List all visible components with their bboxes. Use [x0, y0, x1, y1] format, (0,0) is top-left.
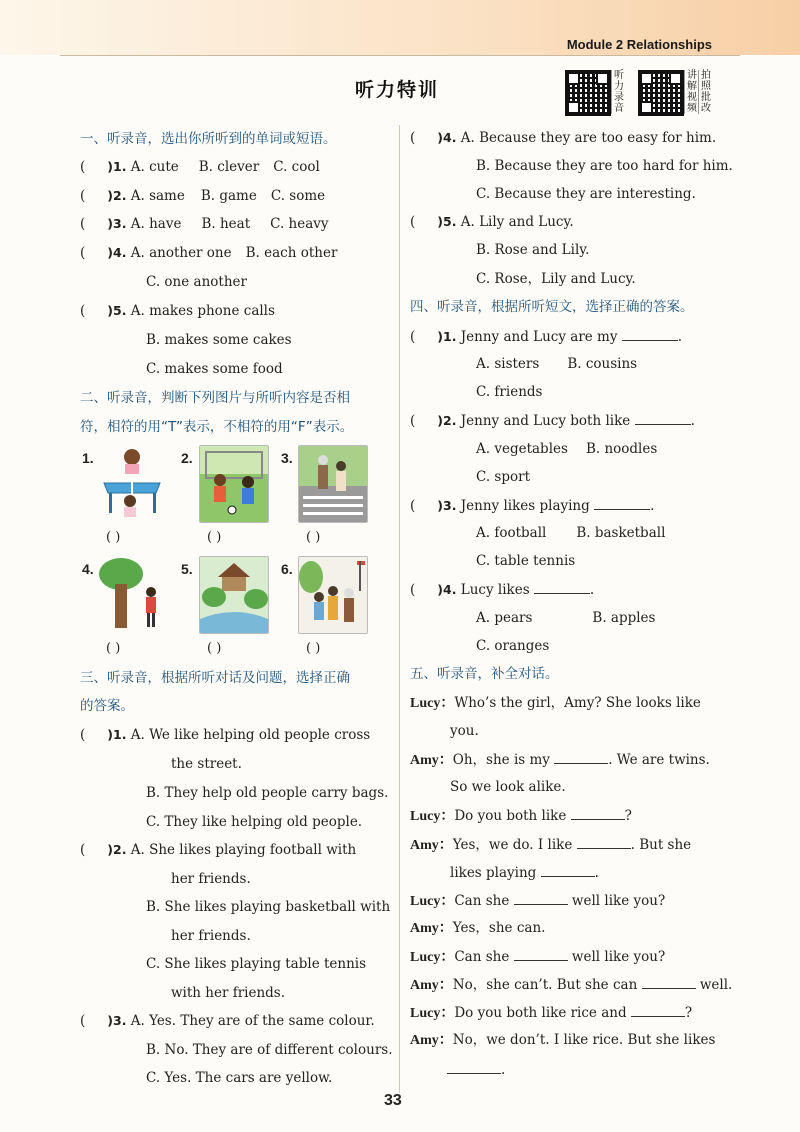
blank[interactable]	[642, 975, 696, 989]
s3-q5-c: C. Rose，Lily and Lucy.	[476, 271, 636, 287]
blank[interactable]	[631, 1003, 685, 1017]
dialogue-line-3: Lucy：Do you both like ?	[410, 808, 632, 824]
dialogue-line-5: Lucy：Can she well like you?	[410, 893, 666, 909]
pic-answer-4[interactable]: ( )	[106, 641, 121, 656]
section4-title: 四、听录音，根据所听短文，选择正确的答案。	[410, 299, 694, 315]
section2-title-2: 符，相符的用“T”表示，不相符的用“F”表示。	[80, 419, 354, 435]
section1-title: 一、听录音，选出你所听到的单词或短语。	[80, 131, 337, 147]
ping-pong-picture	[98, 445, 166, 521]
s3-q2-c2: with her friends.	[171, 985, 286, 1001]
dialogue-line-9: Lucy：Do you both like rice and ?	[410, 1005, 693, 1021]
section2-title-1: 二、听录音，判断下列图片与所听内容是否相	[80, 390, 350, 406]
blank[interactable]	[534, 580, 590, 594]
pic-answer-1[interactable]: ( )	[106, 530, 121, 545]
s4-q2-ab: A. vegetables B. noodles	[476, 441, 658, 457]
dialogue-line-4: Amy：Yes，we do. I like . But she	[410, 837, 692, 853]
dialogue-line-6: Amy：Yes，she can.	[410, 920, 546, 936]
tree-picture	[97, 556, 165, 632]
s4-q4-ab: A. pears B. apples	[476, 610, 656, 626]
page-number: 33	[384, 1092, 402, 1109]
dialogue-line-2: Amy：Oh，she is my . We are twins.	[410, 752, 710, 768]
pic-answer-6[interactable]: ( )	[306, 641, 321, 656]
s3-q1-c: C. They like helping old people.	[146, 814, 363, 830]
s1-q3: ( )3. A. have B. heat C. heavy	[80, 216, 329, 232]
s1-q5-c: C. makes some food	[146, 361, 283, 377]
s1-q5-b: B. makes some cakes	[146, 332, 292, 348]
page-title: 听力特训	[355, 79, 440, 101]
s4-q1: ( )1. Jenny and Lucy are my .	[410, 329, 683, 345]
pic-label-2: 2.	[181, 450, 193, 466]
pic-answer-5[interactable]: ( )	[207, 641, 222, 656]
s3-q1-b: B. They help old people carry bags.	[146, 785, 389, 801]
s3-q5-b: B. Rose and Lily.	[476, 242, 590, 258]
crossing-street-picture	[298, 445, 368, 523]
s1-q4-c: C. one another	[146, 274, 247, 290]
s4-q4-c: C. oranges	[476, 638, 550, 654]
dialogue-line-10: Amy：No，we don’t. I like rice. But she likes	[410, 1032, 716, 1048]
qr-label-listening: 听力录音	[611, 70, 627, 114]
qr-code-video[interactable]	[638, 70, 684, 116]
dialogue-line-10b: .	[447, 1060, 505, 1079]
s3-q4-b: B. Because they are too hard for him.	[476, 158, 733, 174]
qr-code-listening[interactable]	[565, 70, 611, 116]
s3-q2-b2: her friends.	[171, 928, 251, 944]
pic-label-4: 4.	[82, 561, 94, 577]
park-pavilion-picture	[199, 556, 269, 634]
s4-q1-c: C. friends	[476, 384, 543, 400]
s3-q1-a2: the street.	[171, 756, 242, 772]
football-picture	[199, 445, 269, 523]
pic-label-3: 3.	[281, 450, 293, 466]
s3-q2-a2: her friends.	[171, 871, 251, 887]
dialogue-line-8: Amy：No，she can’t. But she can well.	[410, 977, 733, 993]
qr-label-video: 讲解视频	[684, 70, 700, 114]
header-rule	[60, 55, 740, 56]
module-label: Module 2 Relationships	[566, 37, 712, 52]
dialogue-line-1: Lucy：Who’s the girl，Amy? She looks like	[410, 695, 701, 711]
s3-q3-b: B. No. They are of different colours.	[146, 1042, 393, 1058]
blank[interactable]	[447, 1060, 501, 1074]
blank[interactable]	[541, 863, 595, 877]
pic-label-6: 6.	[281, 561, 293, 577]
s4-q2: ( )2. Jenny and Lucy both like .	[410, 413, 695, 429]
s1-q4: ( )4. A. another one B. each other	[80, 245, 338, 261]
s4-q1-ab: A. sisters B. cousins	[476, 356, 638, 372]
s3-q2-c: C. She likes playing table tennis	[146, 956, 367, 972]
s4-q3: ( )3. Jenny likes playing .	[410, 498, 655, 514]
s3-q2-b: B. She likes playing basketball with	[146, 899, 391, 915]
s3-q2: ( )2. A. She likes playing football with	[80, 842, 357, 858]
dialogue-line-7: Lucy：Can she well like you?	[410, 949, 666, 965]
family-picture	[298, 556, 368, 634]
s3-q3: ( )3. A. Yes. They are of the same colour.	[80, 1013, 375, 1029]
s1-q2: ( )2. A. same B. game C. some	[80, 188, 326, 204]
blank[interactable]	[514, 947, 568, 961]
s1-q1: ( )1. A. cute B. clever C. cool	[80, 159, 320, 175]
s4-q3-c: C. table tennis	[476, 553, 576, 569]
s3-q4-c: C. Because they are interesting.	[476, 186, 696, 202]
s3-q5: ( )5. A. Lily and Lucy.	[410, 214, 574, 230]
dialogue-line-2b: So we look alike.	[450, 779, 566, 795]
s3-q3-c: C. Yes. The cars are yellow.	[146, 1070, 333, 1086]
s4-q4: ( )4. Lucy likes .	[410, 582, 595, 598]
column-divider	[399, 125, 400, 1093]
section3-title-2: 的答案。	[80, 698, 134, 714]
pic-answer-3[interactable]: ( )	[306, 530, 321, 545]
blank[interactable]	[554, 750, 608, 764]
s4-q3-ab: A. football B. basketball	[476, 525, 666, 541]
blank[interactable]	[622, 327, 678, 341]
pic-label-1: 1.	[82, 450, 94, 466]
blank[interactable]	[514, 891, 568, 905]
blank[interactable]	[594, 496, 650, 510]
section3-title-1: 三、听录音，根据所听对话及问题，选择正确	[80, 670, 350, 686]
s3-q4: ( )4. A. Because they are too easy for him.	[410, 130, 717, 146]
blank[interactable]	[577, 835, 631, 849]
s1-q5: ( )5. A. makes phone calls	[80, 303, 275, 319]
blank[interactable]	[635, 411, 691, 425]
qr-label-photo: 拍照批改	[698, 70, 714, 114]
section5-title: 五、听录音，补全对话。	[410, 666, 559, 682]
pic-answer-2[interactable]: ( )	[207, 530, 222, 545]
dialogue-line-4b: likes playing .	[450, 865, 599, 881]
s4-q2-c: C. sport	[476, 469, 531, 485]
s3-q1: ( )1. A. We like helping old people cross	[80, 727, 371, 743]
blank[interactable]	[571, 806, 625, 820]
pic-label-5: 5.	[181, 561, 193, 577]
dialogue-line-1b: you.	[450, 723, 479, 739]
